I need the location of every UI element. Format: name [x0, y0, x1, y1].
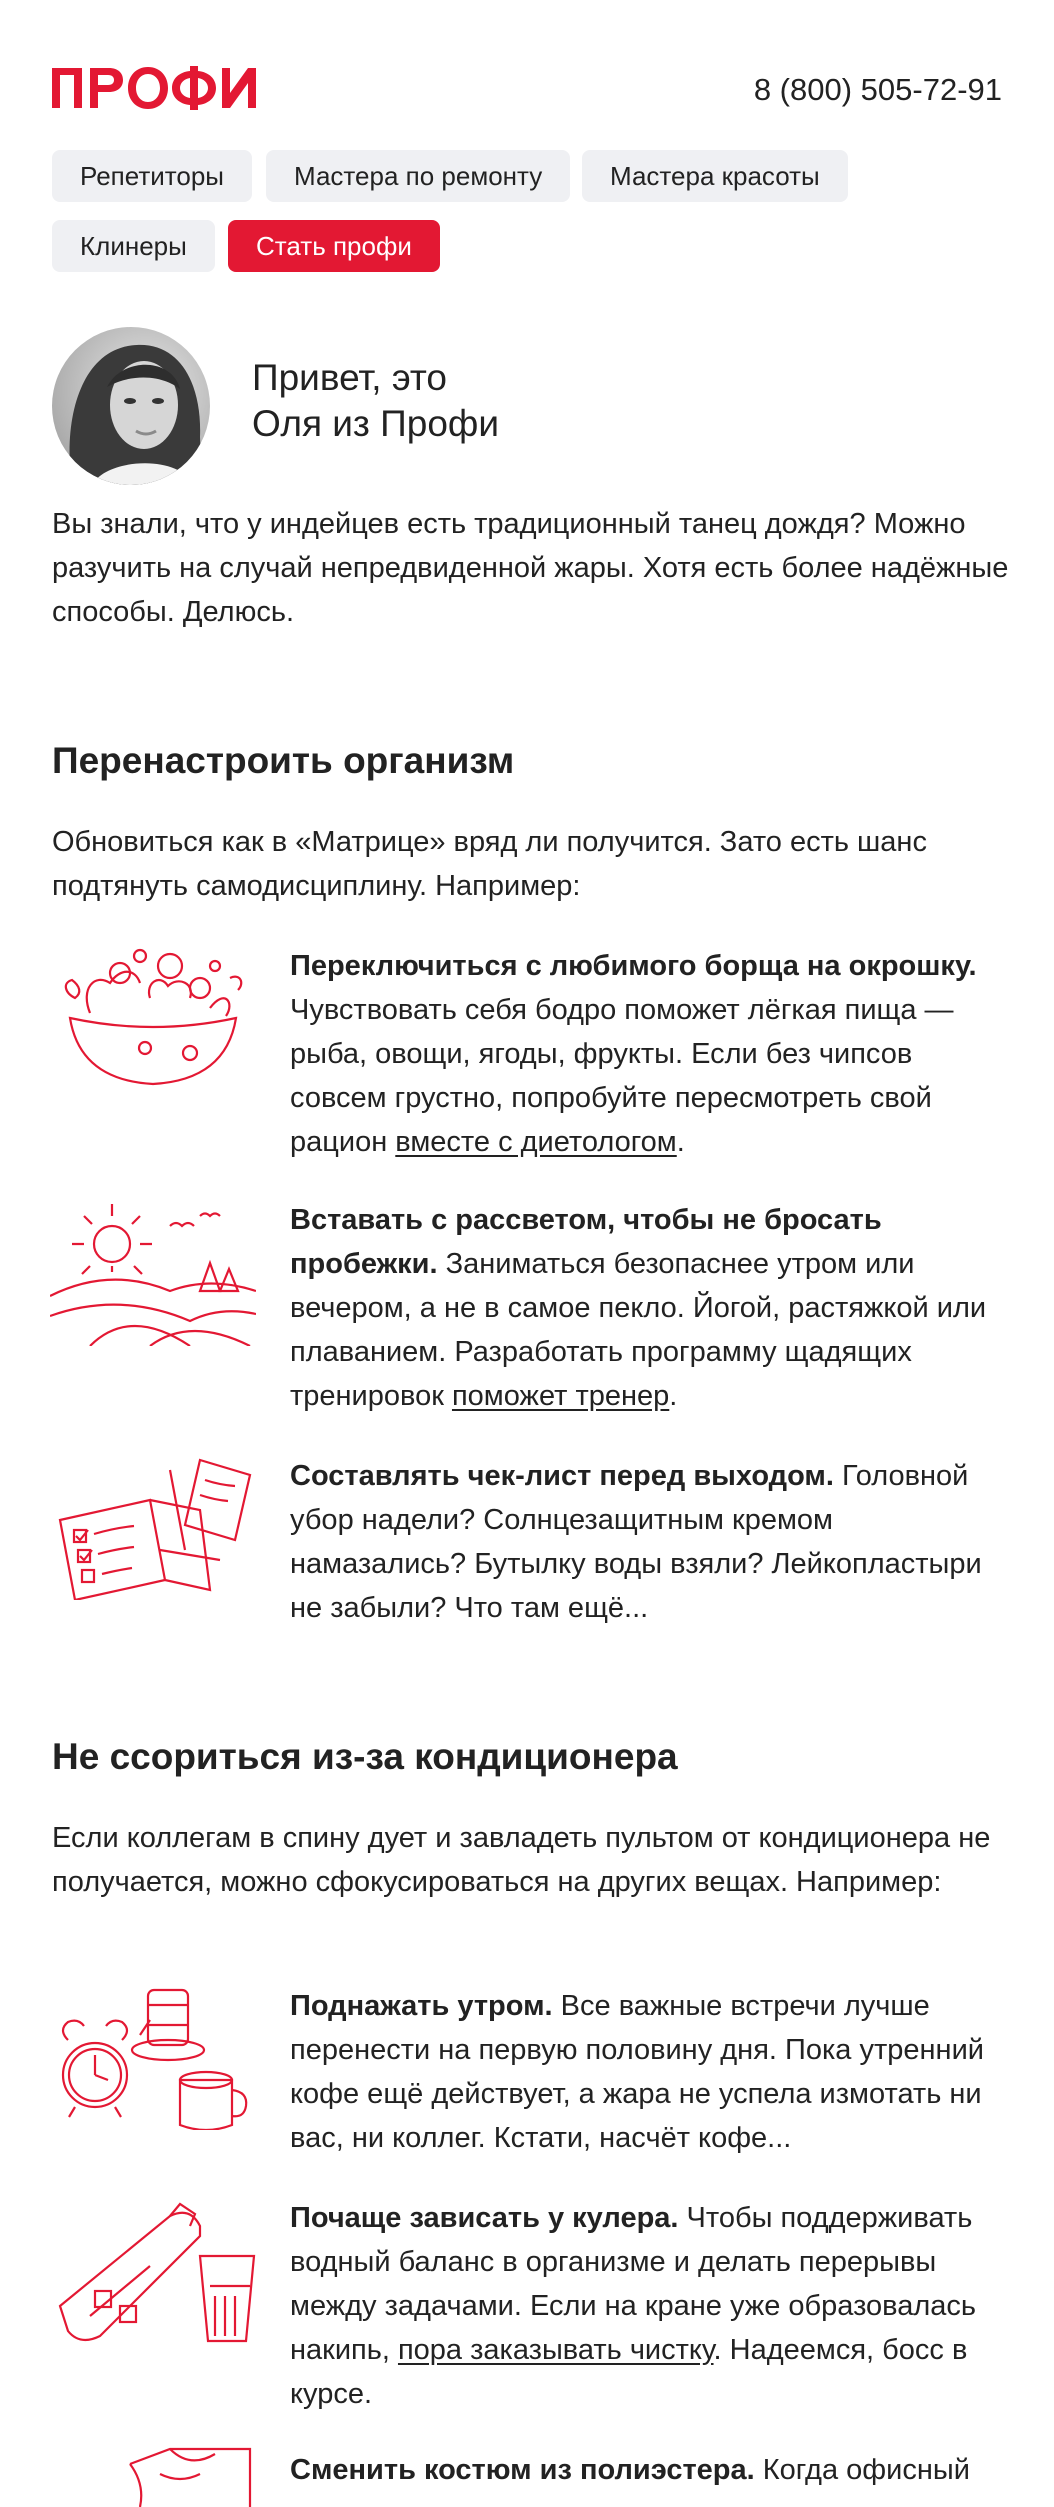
tip-item: [290, 2196, 1010, 2416]
avatar: [52, 327, 210, 485]
greeting-line-1: Привет, это: [252, 357, 448, 398]
tip-text-after: . Надеемся, босс в курсе.: [290, 2334, 968, 2410]
tip-item: [290, 1454, 1010, 1630]
tip-text-after: .: [676, 1126, 685, 1158]
section-1-lead: Обновиться как в «Матрице» вряд ли получится. Зато есть шанс подтянуть самодисциплину. Например:: [52, 826, 927, 902]
water-bottle-glass-icon: [50, 2196, 256, 2356]
tip-text: Головной убор надели? Солнцезащитным кремом намазались? Бутылку воды взяли? Лейкопластыри не забыли? Что там ещё...: [290, 1460, 982, 1624]
tip-text-after: .: [669, 1380, 678, 1412]
nav-cleaners[interactable]: Клинеры: [52, 220, 215, 272]
section-2-title: Не ссориться из-за кондиционера: [52, 1736, 678, 1777]
checklist-notebook-icon: [50, 1450, 256, 1610]
nav-repair-masters[interactable]: Мастера по ремонту: [266, 150, 570, 202]
section-1-title: Перенастроить организм: [52, 740, 515, 781]
tip-title: Составлять чек-лист перед выходом.: [290, 1460, 834, 1492]
tip-title: Почаще зависать у кулера.: [290, 2202, 679, 2234]
tip-text: Все важные встречи лучше перенести на первую половину дня. Пока утренний кофе ещё действует, а жара не успела измотать ни вас, ни коллег. Кстати, насчёт кофе...: [290, 1990, 984, 2154]
alarm-clock-coffee-icon: [50, 1980, 256, 2140]
tip-title: Поднажать утром.: [290, 1990, 553, 2022]
greeting-line-2: Оля из Профи: [252, 403, 500, 444]
tip-title: Сменить костюм из полиэстера.: [290, 2454, 755, 2486]
tip-item: [290, 1198, 1010, 1418]
tip-text: Чувствовать себя бодро поможет лёгкая пища — рыба, овощи, ягоды, фрукты. Если без чипсов совсем грустно, попробуйте пересмотреть свой рацион: [290, 994, 954, 1158]
tip-title: Переключиться с любимого борща на окрошку.: [290, 950, 977, 982]
tip-item: [290, 944, 1010, 1164]
nav-tutors[interactable]: Репетиторы: [52, 150, 252, 202]
section-2-lead: Если коллегам в спину дует и завладеть пультом от кондиционера не получается, можно сфокусироваться на других вещах. Например:: [52, 1822, 991, 1898]
profi-logo-mark: [52, 66, 266, 110]
greeting: [252, 355, 499, 447]
tip-item: [290, 1984, 1010, 2160]
tip-text: Чтобы поддерживать водный баланс в организме и делать перерывы между задачами. Если на кране уже образовалась накипь,: [290, 2202, 977, 2366]
nav-beauty-masters[interactable]: Мастера красоты: [582, 150, 848, 202]
tip-item: [290, 2448, 1010, 2492]
phone-number[interactable]: 8 (800) 505-72-91: [753, 72, 1002, 107]
become-pro-button[interactable]: Стать профи: [228, 220, 440, 272]
trainer-link[interactable]: поможет тренер: [451, 1380, 670, 1412]
tip-title: Вставать с рассветом, чтобы не бросать пробежки.: [290, 1204, 882, 1280]
sunrise-landscape-icon: [50, 1196, 256, 1356]
nutritionist-link[interactable]: вместе с диетологом: [395, 1126, 677, 1158]
tip-text: Заниматься безопаснее утром или вечером, а не в самое пекло. Йогой, растяжкой или плаванием. Разработать программу щадящих тренировок: [290, 1248, 987, 1412]
salad-bowl-icon: [50, 938, 256, 1098]
profi-logo[interactable]: [52, 66, 266, 110]
intro-text: Вы знали, что у индейцев есть традиционный танец дождя? Можно разучить на случай непредвиденной жары. Хотя есть более надёжные способы. Делюсь.: [52, 508, 1009, 628]
descaling-link[interactable]: пора заказывать чистку: [397, 2334, 714, 2366]
clothing-icon: [50, 2444, 256, 2507]
tip-text: Когда офисный: [754, 2454, 970, 2486]
